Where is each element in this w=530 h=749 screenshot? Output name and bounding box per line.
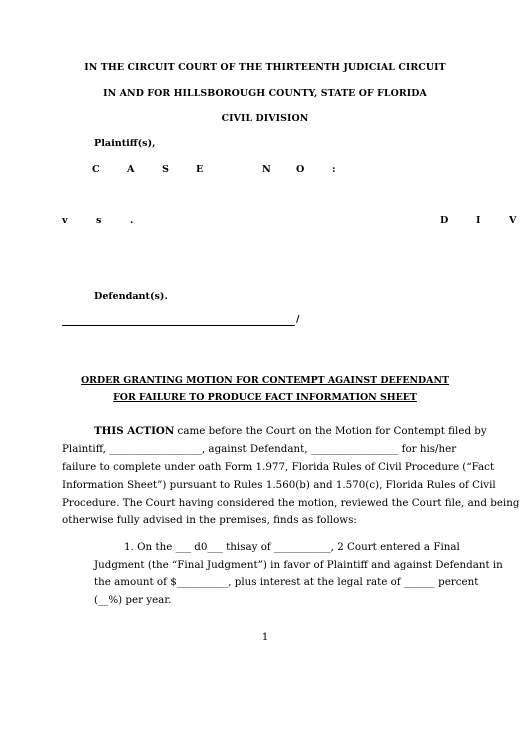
order-title-line2: FOR FAILURE TO PRODUCE FACT INFORMATION SHEET	[113, 392, 417, 403]
case-letter: E	[196, 164, 204, 175]
intro-line	[94, 425, 487, 437]
case-letter: A	[127, 164, 135, 175]
vs-letter: .	[130, 215, 134, 226]
case-letter: C	[92, 164, 100, 175]
div-letter: I	[476, 215, 481, 226]
intro-bold-phrase: THIS ACTION	[94, 425, 175, 437]
intro-line: otherwise fully advised in the premises, finds as follows:	[62, 514, 357, 526]
county-heading: IN AND FOR HILLSBOROUGH COUNTY, STATE OF FLORIDA	[103, 88, 427, 99]
intro-line: failure to complete under oath Form 1.977, Florida Rules of Civil Procedure (“Fact	[62, 461, 495, 473]
page-number: 1	[261, 632, 269, 643]
case-letter: :	[332, 164, 336, 175]
versus-line	[0, 215, 530, 229]
case-number-label	[0, 164, 530, 178]
defendant-label: Defendant(s).	[94, 291, 168, 302]
intro-line: Plaintiff, __________________, against Defendant, _________________ for his/her	[62, 443, 457, 455]
order-title-line1: ORDER GRANTING MOTION FOR CONTEMPT AGAINST DEFENDANT	[80, 375, 449, 386]
finding-line: the amount of $__________, plus interest at the legal rate of ______ percent	[94, 576, 479, 588]
case-letter: S	[162, 164, 169, 175]
finding-line: Judgment (the “Final Judgment”) in favor of Plaintiff and against Defendant in	[94, 559, 503, 571]
case-letter: O	[296, 164, 305, 175]
division-heading: CIVIL DIVISION	[221, 113, 309, 124]
div-letter: V	[509, 215, 517, 226]
court-heading: IN THE CIRCUIT COURT OF THE THIRTEENTH JUDICIAL CIRCUIT	[84, 62, 446, 73]
caption-end-slash: /	[296, 314, 300, 325]
vs-letter: s	[96, 215, 102, 226]
intro-line: Information Sheet”) pursuant to Rules 1.560(b) and 1.570(c), Florida Rules of Civil	[62, 479, 496, 491]
caption-signature-line	[62, 325, 295, 326]
intro-line-text: came before the Court on the Motion for Contempt filed by	[174, 425, 487, 437]
div-letter: D	[440, 215, 449, 226]
finding-line: 1. On the ___ d0___ thisay of ___________, 2 Court entered a Final	[124, 541, 460, 553]
finding-line: (__%) per year.	[94, 594, 172, 606]
intro-line: Procedure. The Court having considered the motion, reviewed the Court file, and being	[62, 497, 520, 509]
case-letter: N	[262, 164, 271, 175]
vs-letter: v	[62, 215, 68, 226]
plaintiff-label: Plaintiff(s),	[94, 138, 156, 149]
